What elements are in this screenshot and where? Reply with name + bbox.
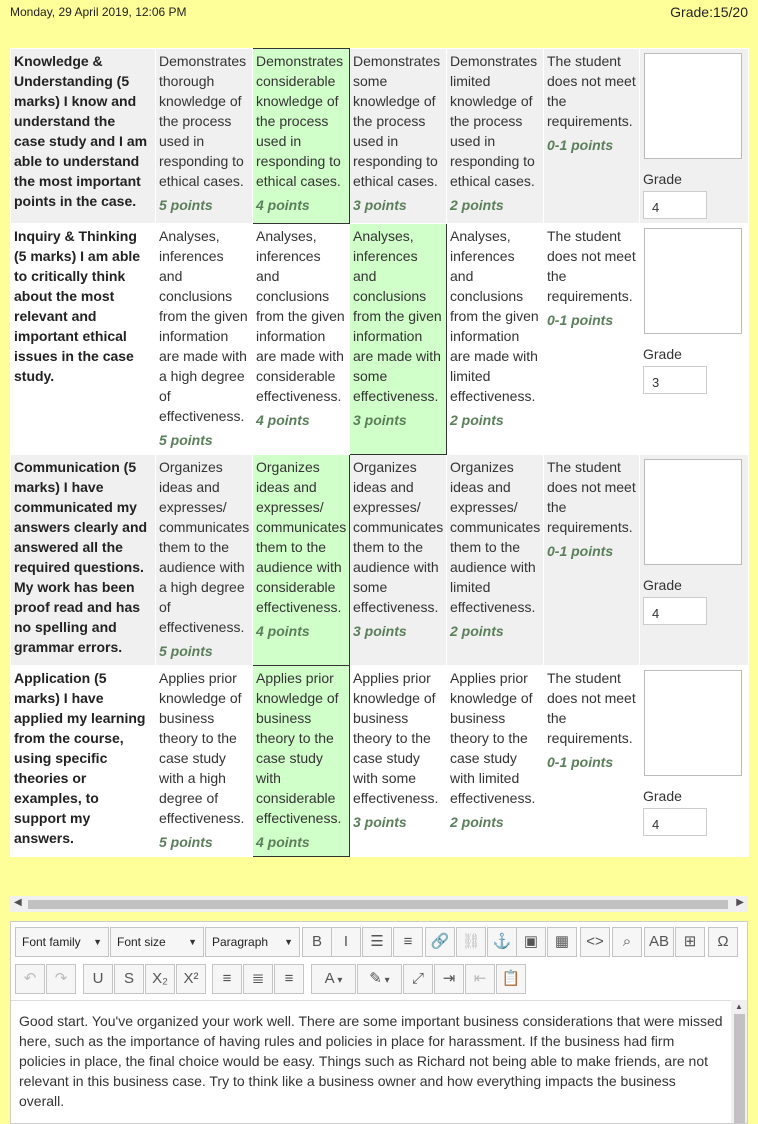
rubric-level-cell[interactable] <box>544 455 640 666</box>
level-points: 3 points <box>353 197 407 213</box>
rubric-criterion-row <box>11 224 749 455</box>
level-description: The student does not meet the requirements. <box>547 670 636 746</box>
level-points: 2 points <box>450 814 504 830</box>
link-icon: 🔗 <box>430 933 450 950</box>
redo-button[interactable] <box>46 964 76 994</box>
rubric-level-cell[interactable] <box>350 455 447 666</box>
submission-date: Monday, 29 April 2019, 12:06 PM <box>10 5 187 19</box>
superscript-button[interactable] <box>176 964 206 994</box>
level-points: 2 points <box>450 197 504 213</box>
level-points: 3 points <box>353 412 407 428</box>
font-size-label: Font size <box>117 935 166 949</box>
rubric-level-cell[interactable] <box>447 49 544 224</box>
rubric-level-cell[interactable] <box>544 666 640 857</box>
rubric-level-cell[interactable] <box>253 666 350 857</box>
unlink-button[interactable] <box>456 927 486 957</box>
rubric-level-cell[interactable] <box>447 455 544 666</box>
remark-textarea[interactable] <box>644 670 742 776</box>
strikethrough-button[interactable] <box>114 964 144 994</box>
font-family-select[interactable] <box>15 927 109 957</box>
horizontal-scroll-thumb[interactable] <box>28 900 728 909</box>
level-points: 4 points <box>256 834 310 850</box>
criterion-description: Inquiry & Thinking (5 marks) I am able to critically think about the most relevant and important ethical issues in the case study. <box>11 224 156 455</box>
rubric-level-cell[interactable] <box>544 49 640 224</box>
strikethrough-icon: S <box>123 970 134 987</box>
level-description: Analyses, inferences and conclusions from the given information are made with some effectiveness. <box>353 228 442 404</box>
vertical-scrollbar[interactable] <box>731 1000 747 1124</box>
rubric-level-cell[interactable] <box>156 455 253 666</box>
editor-content[interactable]: Good start. You've organized your work well. There are some important business considerations that were missed here, such as the importance of having rules and policies in place for harassment. If the business had firm policies in place, the final choice would be easy. Things such as Richard not being able to make friends, are not relevant in this business case. Try to think like a business owner and how everything impacts the business overall. <box>11 1000 731 1124</box>
level-points: 3 points <box>353 814 407 830</box>
criterion-description: Communication (5 marks) I have communicated my answers clearly and answered all the required questions. My work has been proof read and has no spelling and grammar errors. <box>11 455 156 666</box>
outdent-button[interactable] <box>465 964 495 994</box>
bg-color-icon: ✎ <box>369 970 382 987</box>
chevron-down-icon[interactable]: ▾ <box>381 975 390 986</box>
level-description: Organizes ideas and expresses/ communicates them to the audience with considerable effectiveness. <box>256 459 347 615</box>
level-description: Organizes ideas and expresses/ communicates them to the audience with a high degree of effectiveness. <box>159 459 250 635</box>
media-icon: ▦ <box>554 933 570 950</box>
level-description: Demonstrates thorough knowledge of the process used in responding to ethical cases. <box>159 53 247 189</box>
bg-color-button[interactable] <box>357 964 402 994</box>
underline-icon: U <box>92 970 104 987</box>
level-points: 5 points <box>159 834 213 850</box>
grade-input[interactable]: 4 <box>643 191 707 219</box>
bullet-list-icon: ☰ <box>370 933 384 950</box>
rubric-table <box>10 48 749 857</box>
image-button[interactable] <box>516 927 546 957</box>
level-points: 0-1 points <box>547 543 614 559</box>
subscript-icon: X₂ <box>152 970 168 987</box>
chevron-down-icon: ▼ <box>93 937 102 947</box>
rubric-level-cell[interactable] <box>544 224 640 455</box>
overall-grade: Grade:15/20 <box>670 4 748 20</box>
horizontal-scrollbar[interactable] <box>10 896 748 912</box>
level-points: 3 points <box>353 623 407 639</box>
grade-label: Grade <box>643 788 682 804</box>
fullscreen-icon: ⤢ <box>411 970 424 987</box>
level-description: The student does not meet the requirements. <box>547 53 636 129</box>
level-description: Applies prior knowledge of business theory to the case study with limited effectiveness. <box>450 670 536 806</box>
anchor-button[interactable] <box>487 927 517 957</box>
level-points: 5 points <box>159 643 213 659</box>
paste-word-icon: 📋 <box>501 970 521 987</box>
vertical-scroll-thumb[interactable] <box>734 1014 745 1124</box>
rubric-criterion-row <box>11 49 749 224</box>
criterion-description: Knowledge & Understanding (5 marks) I know and understand the case study and I am able to understand the most important points in the case. <box>11 49 156 224</box>
scroll-right-icon[interactable]: ▶ <box>736 897 744 908</box>
paragraph-label: Paragraph <box>212 935 269 949</box>
scroll-left-icon[interactable]: ◀ <box>14 897 22 908</box>
indent-button[interactable] <box>434 964 464 994</box>
bullet-list-button[interactable] <box>362 927 392 957</box>
level-points: 5 points <box>159 197 213 213</box>
grade-label: Grade <box>643 577 682 593</box>
remark-cell <box>640 224 749 455</box>
paragraph-select[interactable] <box>205 927 300 957</box>
rubric-criterion-row <box>11 455 749 666</box>
find-replace-icon: ⌕ <box>622 933 632 950</box>
level-points: 2 points <box>450 623 504 639</box>
level-points: 0-1 points <box>547 137 614 153</box>
level-description: Analyses, inferences and conclusions from the given information are made with a high degree of effectiveness. <box>159 228 248 424</box>
level-points: 0-1 points <box>547 312 614 328</box>
undo-icon: ↶ <box>23 970 37 987</box>
paste-word-button[interactable] <box>496 964 526 994</box>
remark-textarea[interactable] <box>644 459 742 565</box>
bold-icon: B <box>311 933 322 950</box>
level-points: 4 points <box>256 623 310 639</box>
remark-textarea[interactable] <box>644 53 742 159</box>
top-bar <box>0 0 758 40</box>
undo-button[interactable] <box>15 964 45 994</box>
html-button[interactable] <box>580 927 610 957</box>
level-points: 4 points <box>256 197 310 213</box>
chevron-down-icon: ▼ <box>188 937 197 947</box>
scroll-up-icon[interactable]: ▲ <box>735 1002 743 1011</box>
text-color-icon: A <box>324 970 335 987</box>
grade-label: Grade <box>643 171 682 187</box>
link-button[interactable] <box>425 927 455 957</box>
italic-icon: I <box>343 933 349 950</box>
level-description: Organizes ideas and expresses/ communicates them to the audience with limited effectiveness. <box>450 459 541 615</box>
rubric-level-cell[interactable] <box>253 224 350 455</box>
chevron-down-icon[interactable]: ▾ <box>334 975 343 986</box>
special-char-icon: Ω <box>717 933 729 950</box>
rubric-level-cell[interactable] <box>253 455 350 666</box>
redo-icon: ↷ <box>54 970 68 987</box>
subscript-button[interactable] <box>145 964 175 994</box>
level-description: Applies prior knowledge of business theory to the case study with considerable effectiveness. <box>256 670 342 826</box>
level-points: 0-1 points <box>547 754 614 770</box>
grade-input[interactable]: 4 <box>643 808 707 836</box>
grade-label: Grade <box>643 346 682 362</box>
rubric-level-cell[interactable] <box>156 49 253 224</box>
level-description: The student does not meet the requirements. <box>547 459 636 535</box>
spellcheck-icon: AB <box>648 933 669 950</box>
numbered-list-icon: ≡ <box>403 933 413 950</box>
rubric-level-cell[interactable] <box>350 49 447 224</box>
font-size-select[interactable] <box>110 927 204 957</box>
align-left-icon: ≡ <box>222 970 232 987</box>
text-color-button[interactable] <box>311 964 356 994</box>
grade-input[interactable]: 4 <box>643 597 707 625</box>
level-points: 2 points <box>450 412 504 428</box>
outdent-icon: ⇤ <box>473 970 487 987</box>
rubric-level-cell[interactable] <box>350 224 447 455</box>
media-button[interactable] <box>547 927 577 957</box>
level-description: Demonstrates considerable knowledge of the process used in responding to ethical cases. <box>256 53 344 189</box>
align-right-icon: ≡ <box>284 970 294 987</box>
table-button[interactable] <box>675 927 705 957</box>
rubric-level-cell[interactable] <box>350 666 447 857</box>
grade-input[interactable]: 3 <box>643 366 707 394</box>
underline-button[interactable] <box>83 964 113 994</box>
level-points: 5 points <box>159 432 213 448</box>
special-char-button[interactable] <box>708 927 738 957</box>
level-description: Applies prior knowledge of business theory to the case study with a high degree of effectiveness. <box>159 670 245 826</box>
image-icon: ▣ <box>523 933 539 950</box>
rubric-level-cell[interactable] <box>156 224 253 455</box>
html-icon: <> <box>586 933 604 950</box>
criterion-description: Application (5 marks) I have applied my learning from the course, using specific theories or examples, to support my answers. <box>11 666 156 857</box>
superscript-icon: X² <box>183 970 199 987</box>
level-description: The student does not meet the requirements. <box>547 228 636 304</box>
spellcheck-button[interactable] <box>644 927 674 957</box>
level-description: Demonstrates some knowledge of the process used in responding to ethical cases. <box>353 53 441 189</box>
remark-cell <box>640 666 749 857</box>
feedback-editor <box>10 921 748 1124</box>
fullscreen-button[interactable] <box>403 964 433 994</box>
rubric-criterion-row <box>11 666 749 857</box>
font-family-label: Font family <box>22 935 81 949</box>
level-description: Organizes ideas and expresses/ communicates them to the audience with some effectiveness. <box>353 459 444 615</box>
level-description: Applies prior knowledge of business theory to the case study with some effectiveness. <box>353 670 439 806</box>
remark-cell <box>640 455 749 666</box>
numbered-list-button[interactable] <box>393 927 423 957</box>
find-replace-button[interactable] <box>612 927 642 957</box>
indent-icon: ⇥ <box>442 970 456 987</box>
remark-textarea[interactable] <box>644 228 742 334</box>
rubric-level-cell[interactable] <box>156 666 253 857</box>
align-left-button[interactable] <box>212 964 242 994</box>
rubric-level-cell[interactable] <box>447 666 544 857</box>
anchor-icon: ⚓ <box>492 933 512 950</box>
align-right-button[interactable] <box>274 964 304 994</box>
bold-button[interactable] <box>302 927 332 957</box>
level-points: 4 points <box>256 412 310 428</box>
level-description: Analyses, inferences and conclusions from the given information are made with considerable effectiveness. <box>256 228 345 404</box>
level-description: Demonstrates limited knowledge of the process used in responding to ethical cases. <box>450 53 538 189</box>
table-icon: ⊞ <box>683 933 697 950</box>
chevron-down-icon: ▼ <box>284 937 293 947</box>
remark-cell <box>640 49 749 224</box>
align-center-button[interactable] <box>243 964 273 994</box>
rubric-level-cell[interactable] <box>253 49 350 224</box>
italic-button[interactable] <box>331 927 361 957</box>
align-center-icon: ≣ <box>251 970 265 987</box>
unlink-icon: ⛓ <box>461 933 481 950</box>
level-description: Analyses, inferences and conclusions from the given information are made with limited effectiveness. <box>450 228 539 404</box>
rubric-level-cell[interactable] <box>447 224 544 455</box>
